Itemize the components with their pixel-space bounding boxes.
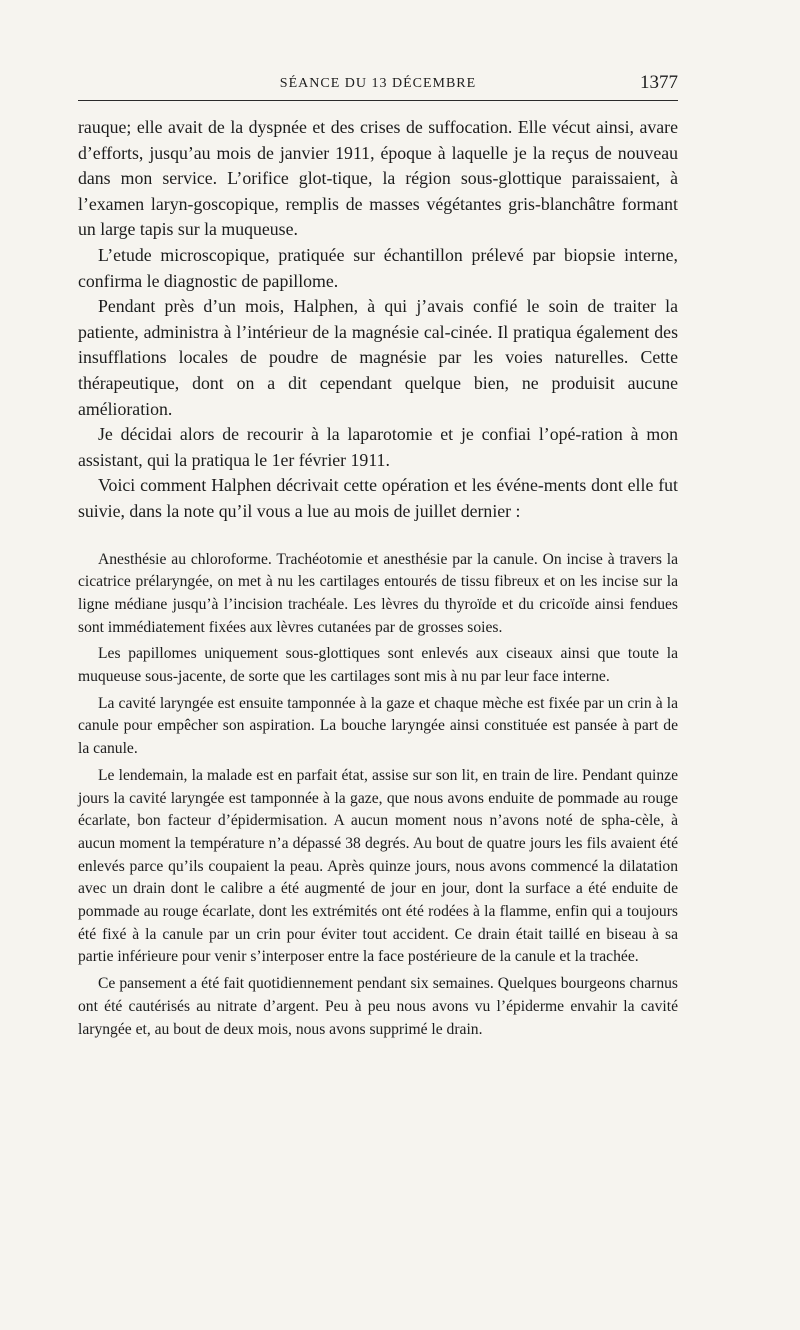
quote-paragraph: Les papillomes uniquement sous-glottiques sont enlevés aux ciseaux ainsi que toute la muqueuse sous-jacente, de sorte que les cartilages sont mis à nu par leur face interne. (78, 645, 678, 686)
page-number: 1377 (640, 72, 678, 93)
page (78, 72, 678, 1041)
main-text (78, 115, 678, 525)
paragraph: Je décidai alors de recourir à la laparotomie et je confiai l’opé-ration à mon assistant, qui la pratiqua le 1er février 1911. (78, 424, 678, 470)
paragraph: L’etude microscopique, pratiquée sur échantillon prélevé par biopsie interne, confirma le diagnostic de papillome. (78, 244, 678, 291)
quote-paragraph: Ce pansement a été fait quotidiennement pendant six semaines. Quelques bourgeons charnus ont été cautérisés au nitrate d’argent. Peu à peu nous avons vu l’épiderme envahir la cavité laryngée et, au bout de deux mois, nous avons supprimé le drain. (78, 975, 678, 1038)
running-head: SÉANCE DU 13 DÉCEMBRE (279, 76, 477, 91)
quote-paragraph: La cavité laryngée est ensuite tamponnée à la gaze et chaque mèche est fixée par un crin à la canule pour empêcher son aspiration. La bouche laryngée ainsi constituée est pansée à part de la canule. (78, 694, 678, 758)
paragraph: Voici comment Halphen décrivait cette opération et les événe-ments dont elle fut suivie, dans la note qu’il vous a lue au mois de juillet dernier : (78, 475, 678, 521)
quoted-operation-note (78, 549, 678, 1042)
paragraph: Pendant près d’un mois, Halphen, à qui j’avais confié le soin de traiter la patiente, administra à l’intérieur de la magnésie cal-cinée. Il pratiqua également des insufflations locales de poudre de magnésie par les voies naturelles. Cette thérapeutique, dont on a dit cependant quelque bien, ne produisit aucune amélioration. (78, 296, 678, 419)
page-header (78, 72, 678, 101)
quote-paragraph: Anesthésie au chloroforme. Trachéotomie et anesthésie par la canule. On incise à travers la cicatrice prélaryngée, on met à nu les cartilages entourés de tissu fibreux et on les incise sur la ligne médiane jusqu’à l’incision trachéale. Les lèvres du thyroïde et du cricoïde ainsi fendues sont immédiatement fixées aux lèvres cutanées par de grosses soies. (78, 550, 678, 636)
paragraph: rauque; elle avait de la dyspnée et des crises de suffocation. Elle vécut ainsi, avare d’efforts, jusqu’au mois de janvier 1911, époque à laquelle je la reçus de nouveau dans mon service. L’orifice glot-tique, la région sous-glottique paraissaient, à l’examen laryn-goscopique, remplis de masses végétantes gris-blanchâtre formant un large tapis sur la muqueuse. (78, 117, 678, 240)
quote-paragraph: Le lendemain, la malade est en parfait état, assise sur son lit, en train de lire. Pendant quinze jours la cavité laryngée est tamponnée à la gaze, que nous avons enduite de pommade au rouge écarlate, bon facteur d’épidermisation. A aucun moment nous n’avons noté de spha-cèle, à aucun moment la température n’a dépassé 38 degrés. Au bout de quatre jours les fils avaient été enlevés parce qu’ils coupaient la peau. Après quinze jours, nous avons commencé la dilatation avec un drain dont le calibre a été augmenté de jour en jour, dont la surface a été enduite de pommade au rouge écarlate, dont les extrémités ont été rodées à la flamme, enfin qui a toujours été fixé à la canule par un crin pour éviter tout accident. Ce drain était taillé en biseau à sa partie inférieure pour venir s’interposer entre la face postérieure de la canule et la trachée. (78, 766, 678, 966)
